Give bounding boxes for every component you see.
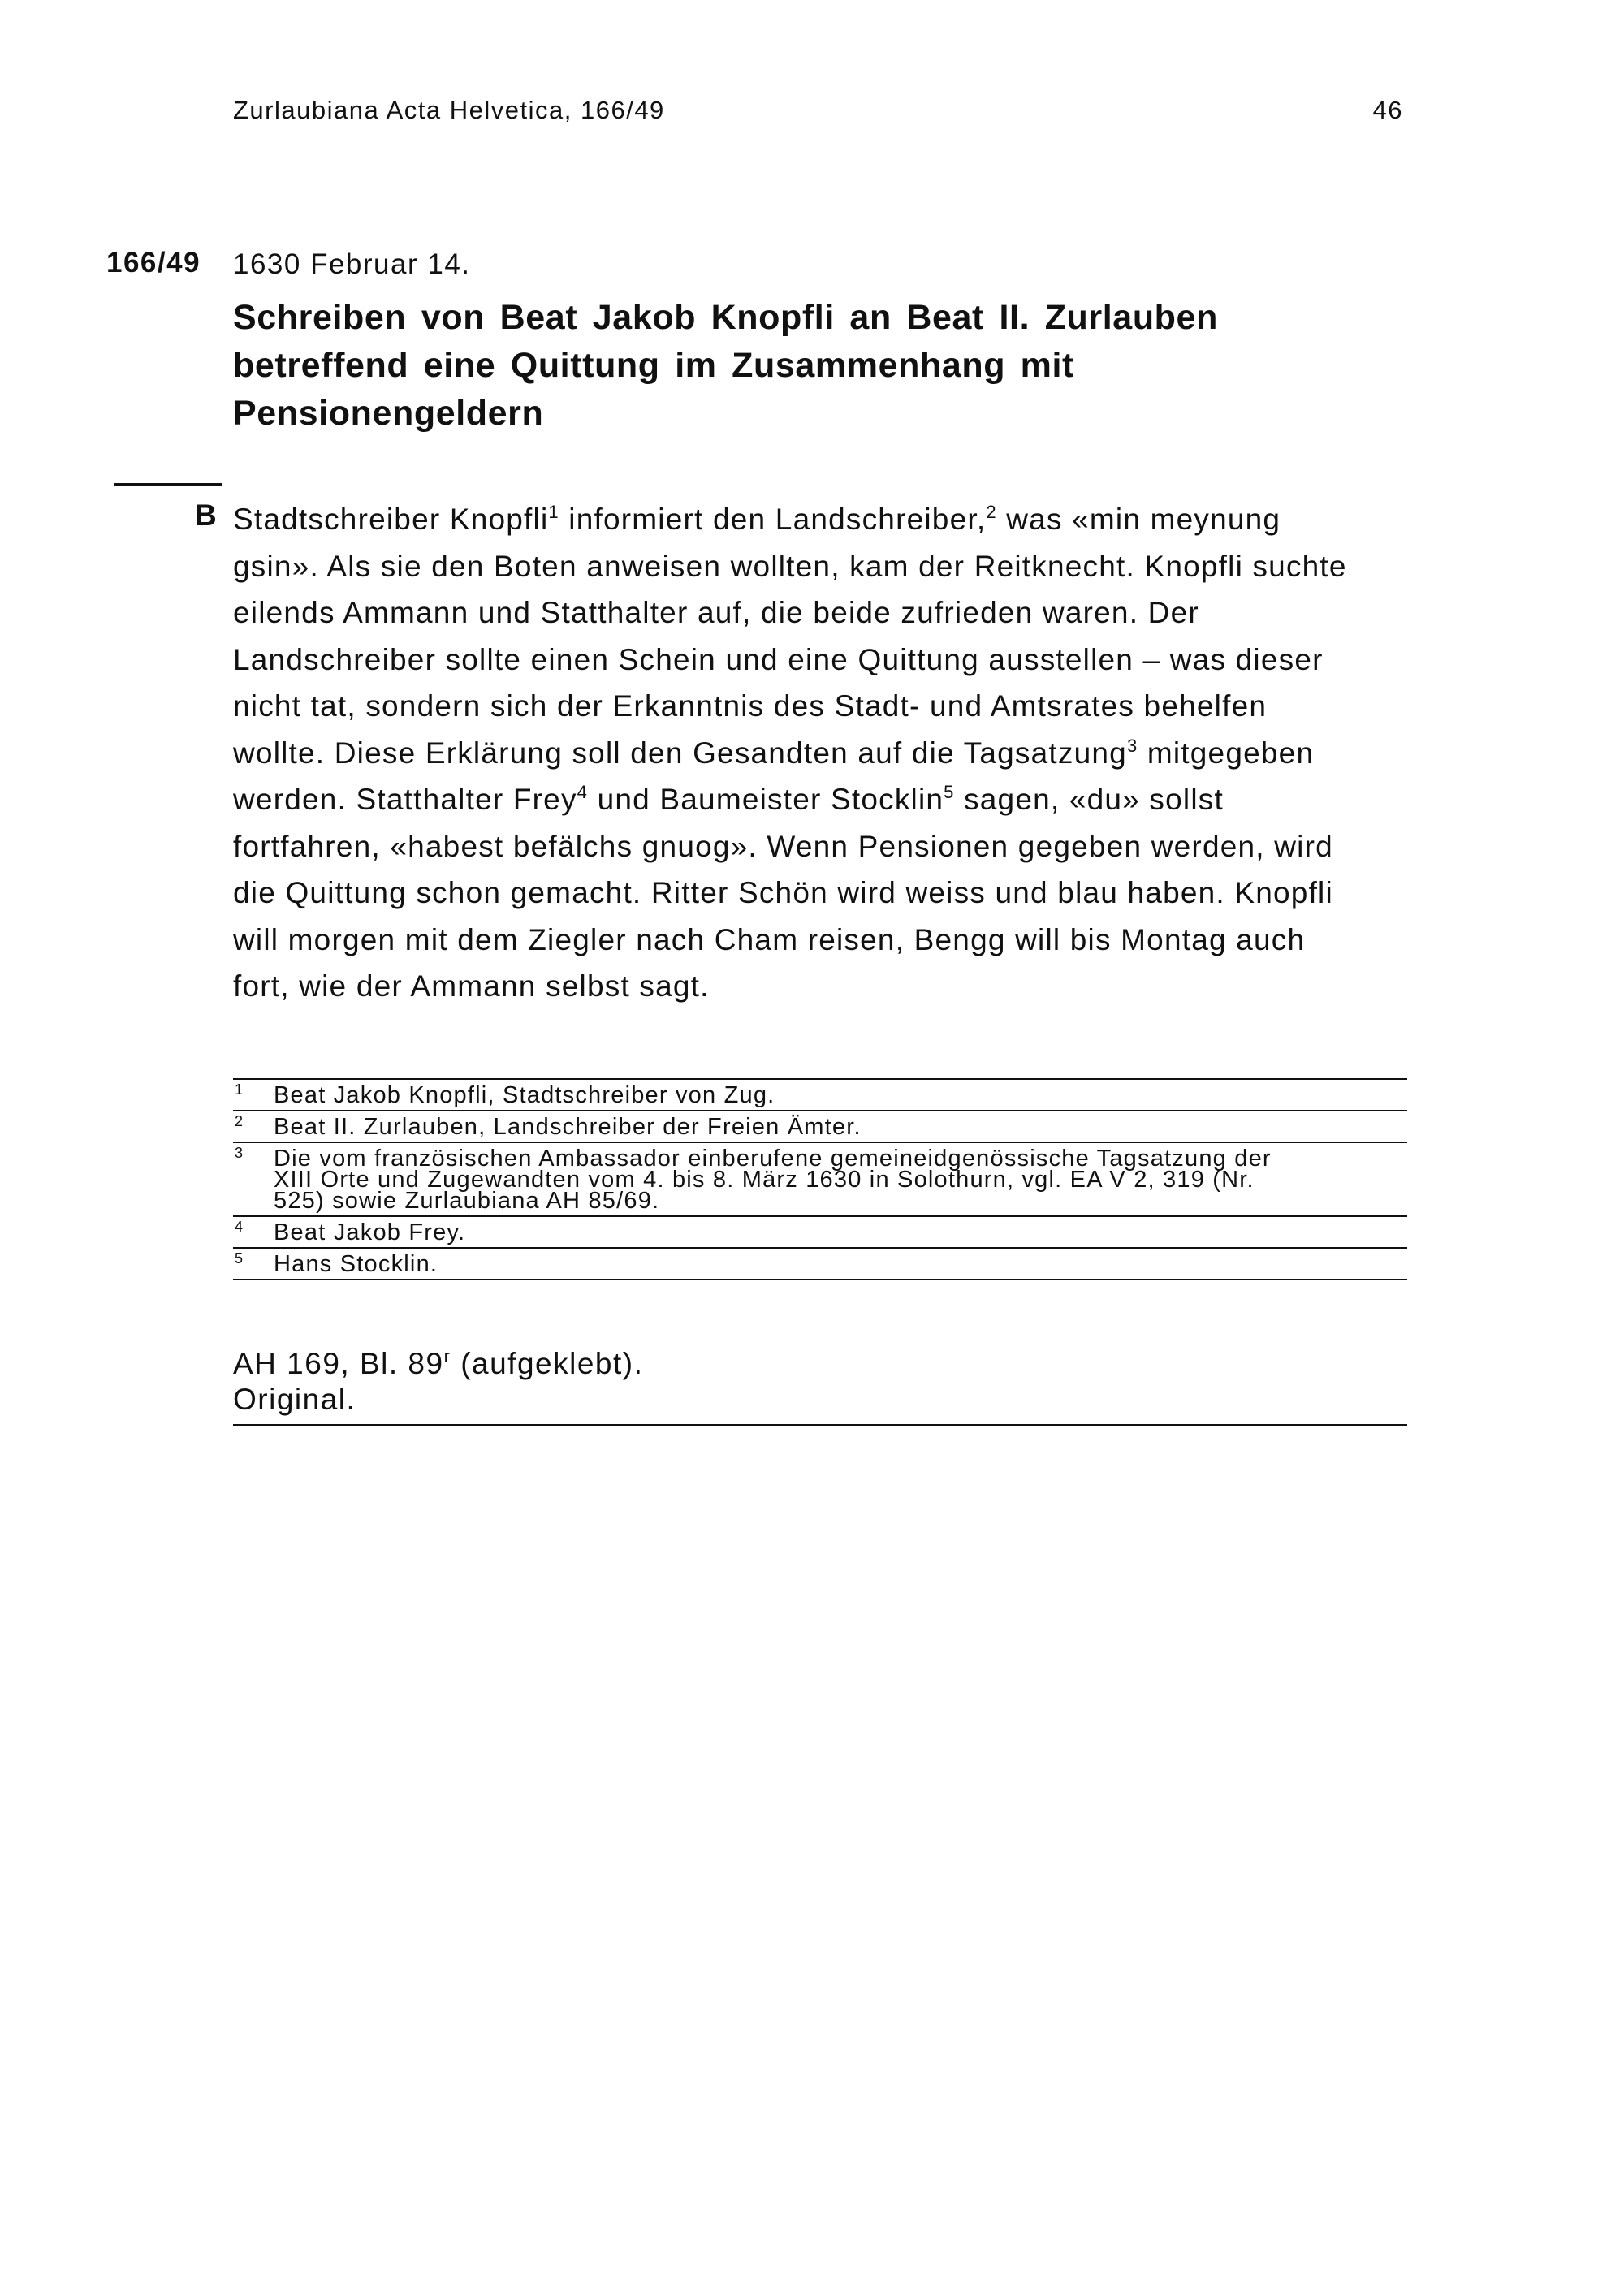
footnote-text: Beat II. Zurlauben, Landschreiber der Freien Ämter. (274, 1114, 862, 1140)
document-date: 1630 Februar 14. (233, 248, 471, 280)
running-head: Zurlaubiana Acta Helvetica, 166/49 (233, 96, 665, 124)
footnote-text: Beat Jakob Knopfli, Stadtschreiber von Zug. (274, 1082, 775, 1108)
summary-line: fort, wie der Ammann selbst sagt. (233, 969, 710, 1003)
title-line: Pensionengeldern (233, 394, 544, 433)
page-number: 46 (1372, 96, 1403, 124)
footnote (233, 1217, 1407, 1249)
footnote-text: Beat Jakob Frey. (274, 1219, 466, 1245)
footnote-text: Hans Stocklin. (274, 1251, 438, 1277)
footnote (233, 1080, 1407, 1111)
summary-line: die Quittung schon gemacht. Ritter Schön wird weiss und blau haben. Knopfli (233, 876, 1333, 909)
summary-line: eilends Ammann und Statthalter auf, die beide zufrieden waren. Der (233, 596, 1199, 629)
footnote-mark: 1 (235, 1081, 244, 1098)
source-note (233, 1343, 1407, 1426)
summary-line: gsin». Als sie den Boten anweisen wollten, kam der Reitknecht. Knopfli suchte (233, 549, 1347, 583)
summary-line: werden. Statthalter Frey$^4$ und Baumeister Stocklin$^5$ sagen, «du» sollst (233, 782, 1224, 816)
footnote-ref[interactable]: 5 (944, 782, 955, 802)
summary-line: Stadtschreiber Knopfli$^1$ informiert den Landschreiber,$^2$ was «min meynung (233, 502, 1281, 536)
source-shelfmark: AH 169, Bl. 89$^r$ (aufgeklebt). (233, 1346, 644, 1380)
footnote (233, 1249, 1407, 1280)
document-title (233, 294, 1264, 438)
footnote-mark: 4 (235, 1219, 244, 1235)
summary-line: fortfahren, «habest befälchs gnuog». Wenn Pensionen gegeben werden, wird (233, 829, 1333, 863)
title-line: betreffend eine Quittung im Zusammenhang mit (233, 346, 1074, 385)
summary-paragraph (233, 496, 1419, 1010)
summary-line: will morgen mit dem Ziegler nach Cham reisen, Bengg will bis Montag auch (233, 922, 1306, 956)
section-letter: B (195, 498, 217, 532)
footnote-ref[interactable]: 1 (548, 502, 559, 522)
source-type: Original. (233, 1383, 356, 1416)
footnote-ref[interactable]: 4 (577, 782, 589, 802)
footnote-text: Die vom französischen Ambassador einberufene gemeineidgenössische Tagsatzung der XIII Orte und Zugewandten vom 4. bis 8. März 1630 in Solothurn, vgl. EA V 2, 319 (Nr. 525) sowie Zurlaubiana AH 85/69. (274, 1146, 1272, 1214)
footnotes (233, 1078, 1407, 1280)
footnote (233, 1143, 1407, 1217)
footnote-ref[interactable]: 3 (1126, 735, 1138, 756)
folio-side: r (443, 1346, 451, 1366)
document-number: 166/49 (106, 247, 201, 278)
footnote (233, 1111, 1407, 1143)
footnote-mark: 3 (235, 1145, 244, 1161)
summary-line: nicht tat, sondern sich der Erkanntnis des Stadt- und Amtsrates behelfen (233, 689, 1268, 723)
section-rule (114, 483, 222, 486)
summary-line: Landschreiber sollte einen Schein und eine Quittung ausstellen – was dieser (233, 642, 1324, 676)
footnote-mark: 2 (235, 1113, 244, 1129)
summary-line: wollte. Diese Erklärung soll den Gesandten auf die Tagsatzung$^3$ mitgegeben (233, 735, 1315, 770)
footnote-mark: 5 (235, 1250, 244, 1267)
footnote-ref[interactable]: 2 (986, 502, 997, 522)
title-line: Schreiben von Beat Jakob Knopfli an Beat II. Zurlauben (233, 298, 1218, 337)
